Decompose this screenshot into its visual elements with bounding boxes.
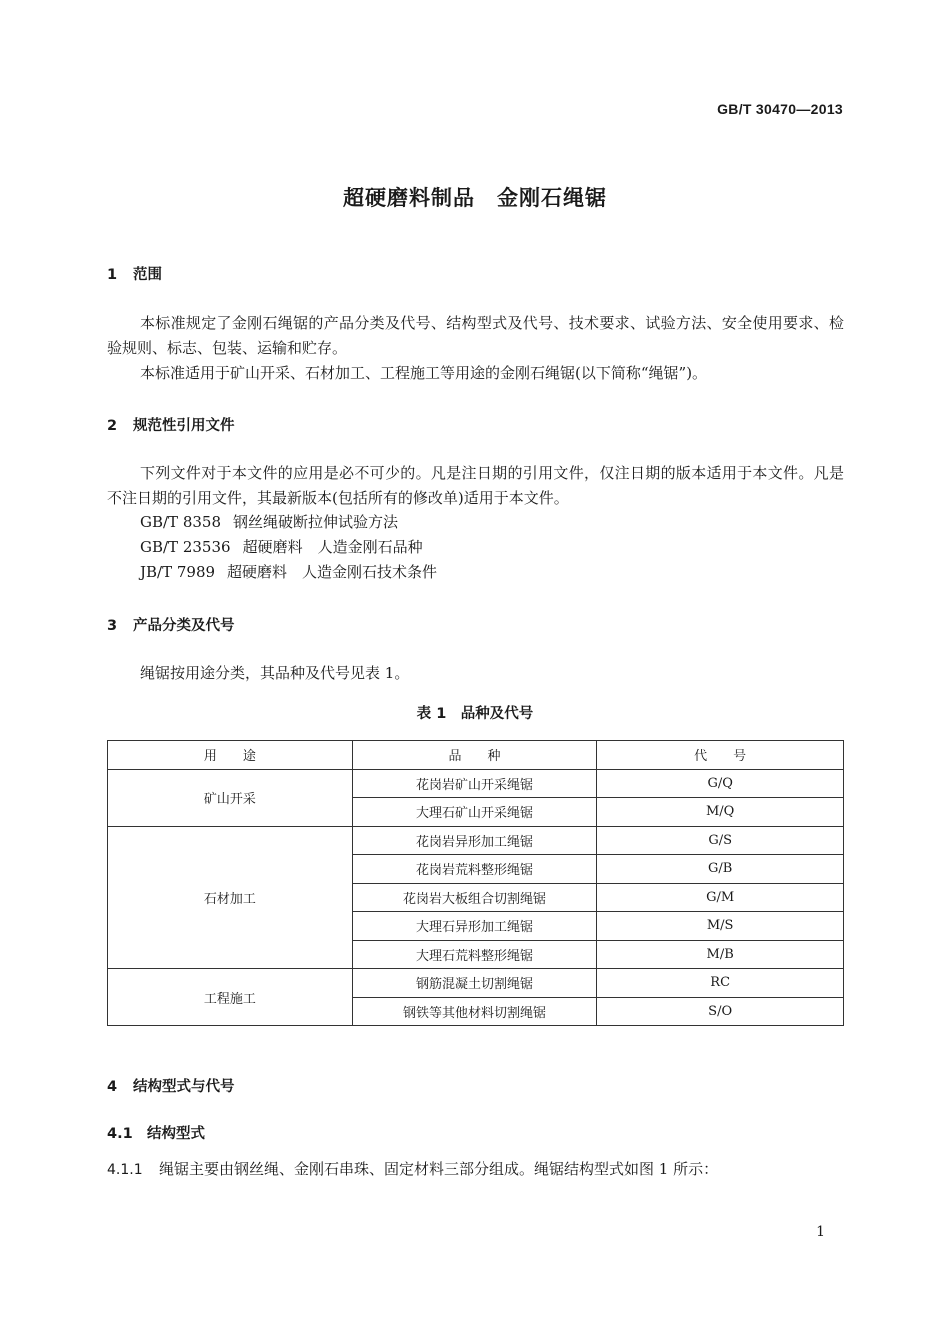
- variety-cell: 花岗岩大板组合切割绳锯: [352, 883, 597, 912]
- column-header-code: 代 号: [597, 741, 844, 770]
- section-3-heading: [107, 614, 235, 635]
- reference-code: GB/T 23536: [140, 538, 231, 556]
- table-row: [108, 969, 844, 998]
- reference-code: GB/T 8358: [140, 513, 222, 531]
- normative-reference: [140, 511, 398, 532]
- subsection-title: 结构型式: [147, 1126, 205, 1142]
- section-1-heading: [107, 263, 162, 284]
- document-title: 超硬磨料制品 金刚石绳锯: [343, 186, 607, 210]
- code-cell: RC: [597, 969, 844, 998]
- section-3-paragraph-1: 绳锯按用途分类，其品种及代号见表 1。: [140, 664, 410, 682]
- variety-cell: 大理石矿山开采绳锯: [352, 798, 597, 827]
- table-caption: 表 1 品种及代号: [416, 706, 534, 722]
- column-header-variety: 品 种: [352, 741, 597, 770]
- section-1-paragraph-2: 本标准适用于矿山开采、石材加工、工程施工等用途的金刚石绳锯(以下简称“绳锯”)。: [140, 364, 708, 382]
- section-4-heading: [107, 1075, 235, 1096]
- section-title: 范围: [133, 267, 162, 283]
- subsection-4-1-heading: [107, 1122, 205, 1143]
- table-row: [108, 826, 844, 855]
- normative-reference: [140, 536, 423, 557]
- variety-code-table: [107, 740, 844, 1026]
- column-header-use: 用 途: [108, 741, 353, 770]
- code-cell: S/O: [597, 997, 844, 1026]
- clause-4-1-1: [107, 1158, 718, 1179]
- section-number: 1: [107, 267, 118, 283]
- normative-reference: [140, 561, 437, 582]
- section-2-paragraph-1: 下列文件对于本文件的应用是必不可少的。凡是注日期的引用文件，仅注日期的版本适用于本文件。凡是不注日期的引用文件，其最新版本(包括所有的修改单)适用于本文件。: [107, 464, 844, 507]
- reference-title: 超硬磨料 人造金刚石技术条件: [227, 563, 438, 581]
- variety-cell: 大理石荒料整形绳锯: [352, 940, 597, 969]
- use-cell: 工程施工: [108, 969, 353, 1026]
- section-number: 2: [107, 418, 118, 434]
- subsection-number: 4.1: [107, 1126, 133, 1142]
- variety-cell: 大理石异形加工绳锯: [352, 912, 597, 941]
- clause-text: 绳锯主要由钢丝绳、金刚石串珠、固定材料三部分组成。绳锯结构型式如图 1 所示：: [159, 1160, 719, 1178]
- variety-cell: 花岗岩异形加工绳锯: [352, 826, 597, 855]
- use-cell: 矿山开采: [108, 769, 353, 826]
- section-number: 3: [107, 618, 118, 634]
- section-title: 产品分类及代号: [133, 618, 235, 634]
- reference-code: JB/T 7989: [140, 563, 216, 581]
- code-cell: G/B: [597, 855, 844, 884]
- standard-code: GB/T 30470—2013: [717, 101, 843, 117]
- clause-number: 4.1.1: [107, 1162, 143, 1178]
- use-cell: 石材加工: [108, 826, 353, 969]
- section-1-paragraph-1: 本标准规定了金刚石绳锯的产品分类及代号、结构型式及代号、技术要求、试验方法、安全使用要求、检验规则、标志、包装、运输和贮存。: [107, 314, 844, 357]
- variety-cell: 钢筋混凝土切割绳锯: [352, 969, 597, 998]
- variety-cell: 花岗岩荒料整形绳锯: [352, 855, 597, 884]
- reference-title: 钢丝绳破断拉伸试验方法: [233, 513, 399, 531]
- table-row: [108, 769, 844, 798]
- variety-cell: 花岗岩矿山开采绳锯: [352, 769, 597, 798]
- code-cell: M/Q: [597, 798, 844, 827]
- code-cell: G/M: [597, 883, 844, 912]
- section-2-heading: [107, 414, 235, 435]
- code-cell: G/Q: [597, 769, 844, 798]
- page-number: 1: [816, 1224, 825, 1240]
- section-number: 4: [107, 1079, 118, 1095]
- section-title: 规范性引用文件: [133, 418, 235, 434]
- code-cell: M/S: [597, 912, 844, 941]
- code-cell: M/B: [597, 940, 844, 969]
- section-title: 结构型式与代号: [133, 1079, 235, 1095]
- variety-cell: 钢铁等其他材料切割绳锯: [352, 997, 597, 1026]
- code-cell: G/S: [597, 826, 844, 855]
- reference-title: 超硬磨料 人造金刚石品种: [242, 538, 423, 556]
- table-header-row: [108, 741, 844, 770]
